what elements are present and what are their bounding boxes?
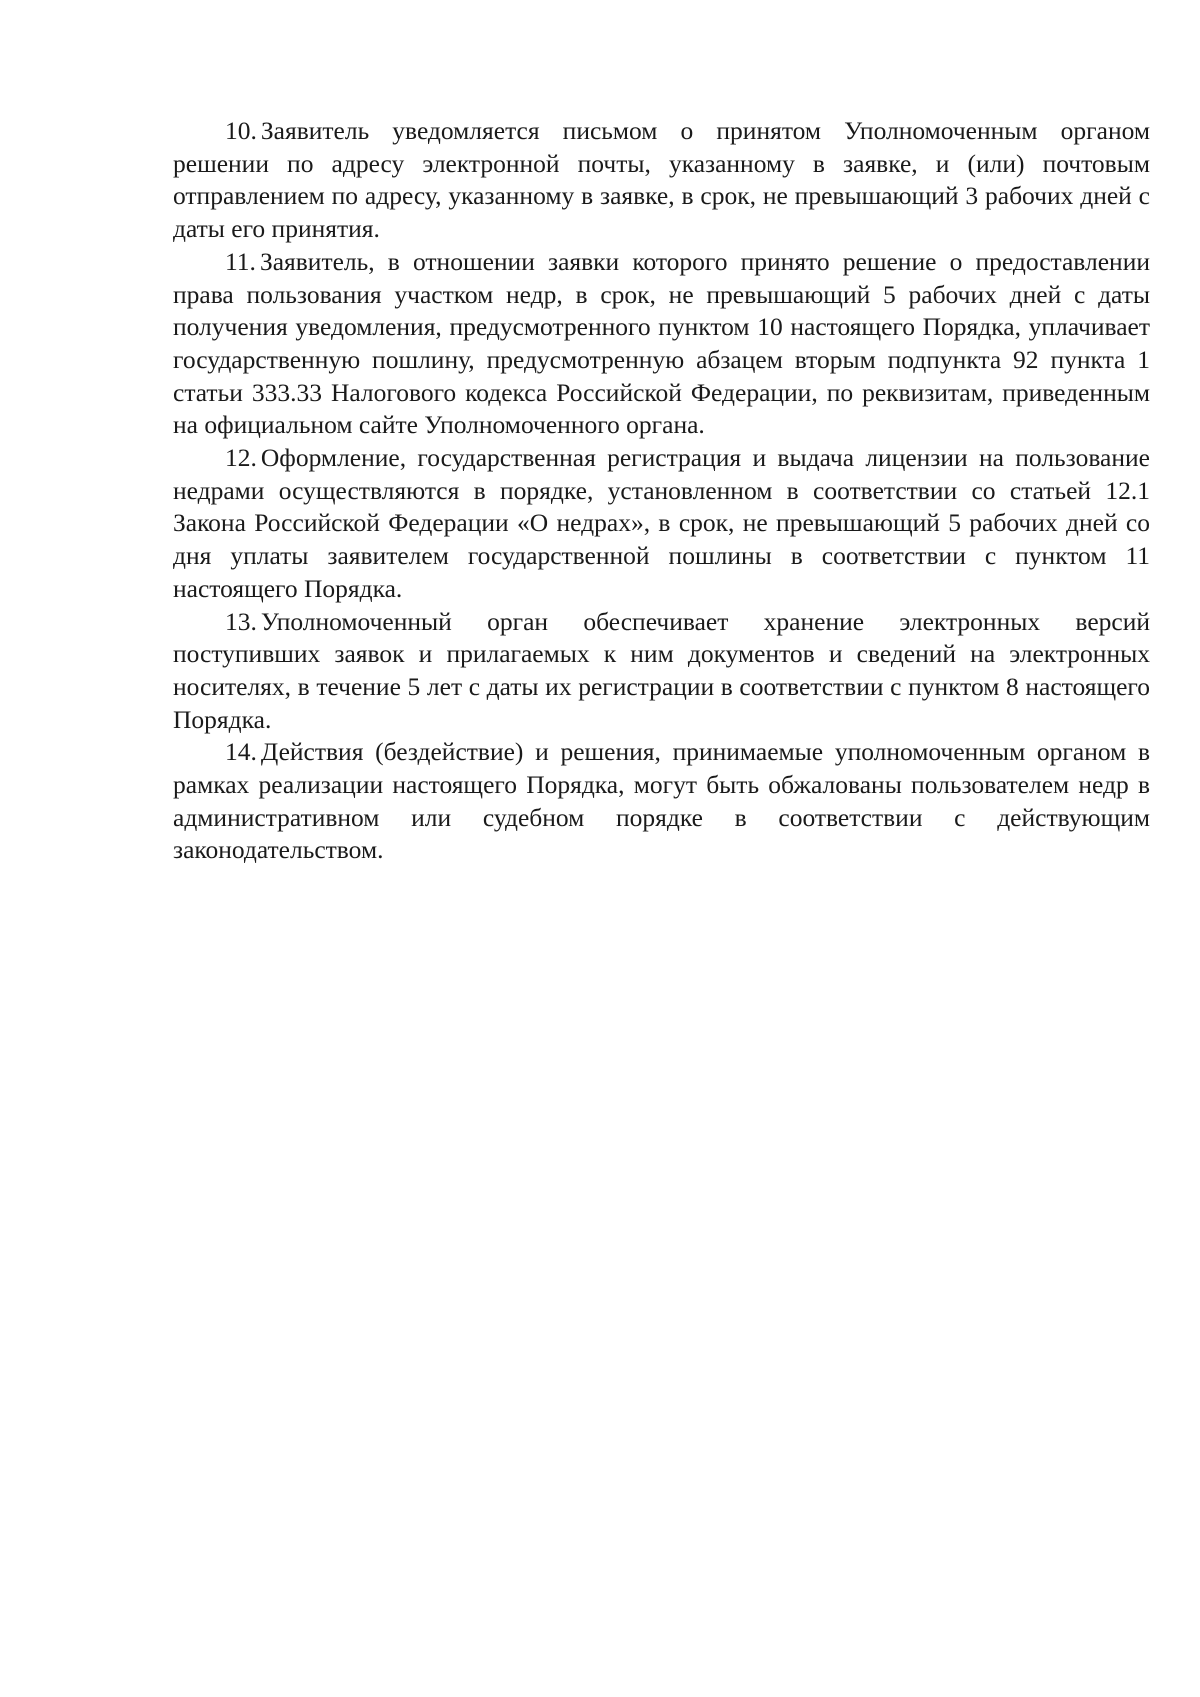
paragraph-text: Заявитель, в отношении заявки которого принято решение о предоставлении права пользования участком недр, в срок, не превышающий 5 рабочих дней с даты получения уведомления, предусмотренного пунктом 10 настоящего Порядка, уплачивает государственную пошлину, предусмотренную абзацем вторым подпункта 92 пункта 1 статьи 333.33 Налогового кодекса Российской Федерации, по реквизитам, приведенным на официальном сайте Уполномоченного органа. — [173, 246, 1150, 440]
paragraph-number: 13. — [225, 606, 257, 636]
paragraph-number: 14. — [225, 737, 257, 767]
document-page — [173, 115, 1150, 867]
paragraph-12 — [173, 442, 1150, 606]
paragraph-number: 11. — [225, 246, 256, 276]
paragraph-10 — [173, 115, 1150, 246]
paragraph-text: Заявитель уведомляется письмом о принятом Уполномоченным органом решении по адресу электронной почты, указанному в заявке, и (или) почтовым отправлением по адресу, указанному в заявке, в срок, не превышающий 3 рабочих дней с даты его принятия. — [173, 116, 1150, 244]
paragraph-14 — [173, 736, 1150, 867]
paragraph-11 — [173, 246, 1150, 442]
paragraph-13 — [173, 606, 1150, 737]
paragraph-text: Оформление, государственная регистрация и выдача лицензии на пользование недрами осуществляются в порядке, установленном в соответствии со статьей 12.1 Закона Российской Федерации «О недрах», в срок, не превышающий 5 рабочих дней со дня уплаты заявителем государственной пошлины в соответствии с пунктом 11 настоящего Порядка. — [173, 443, 1150, 603]
paragraph-number: 12. — [225, 443, 257, 473]
paragraph-number: 10. — [225, 116, 257, 145]
paragraph-text: Действия (бездействие) и решения, принимаемые уполномоченным органом в рамках реализации настоящего Порядка, могут быть обжалованы пользователем недр в административном или судебном порядке в соответствии с действующим законодательством. — [173, 737, 1150, 865]
paragraph-text: Уполномоченный орган обеспечивает хранение электронных версий поступивших заявок и прилагаемых к ним документов и сведений на электронных носителях, в течение 5 лет с даты их регистрации в соответствии с пунктом 8 настоящего Порядка. — [173, 606, 1150, 734]
